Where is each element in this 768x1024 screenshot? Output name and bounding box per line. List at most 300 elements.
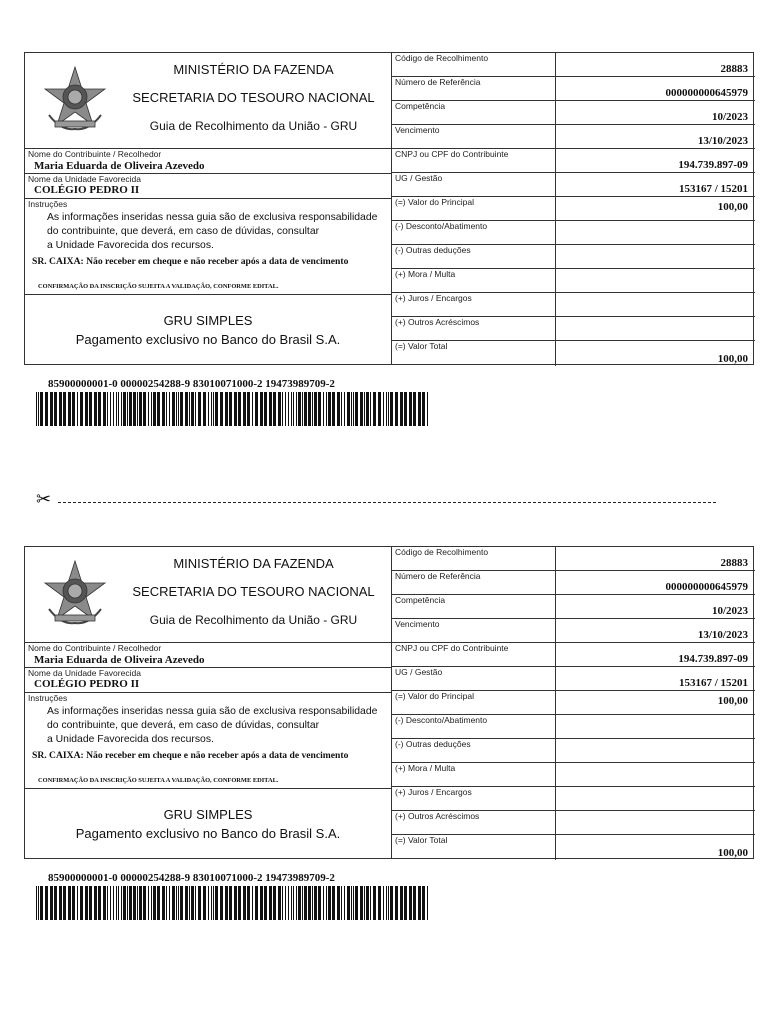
gru-simples-subtitle: Pagamento exclusivo no Banco do Brasil S.A. xyxy=(75,826,341,841)
barcode-bar xyxy=(355,392,358,426)
field-row xyxy=(392,667,755,691)
instructions-label: Instruções xyxy=(28,693,68,703)
cashier-notice: SR. CAIXA: Não receber em cheque e não receber após a data de vencimento xyxy=(32,750,349,761)
barcode-bar xyxy=(364,392,365,426)
cut-line xyxy=(36,489,716,512)
barcode-bar xyxy=(404,886,407,920)
barcode-bar xyxy=(264,886,267,920)
brazil-coat-of-arms-icon xyxy=(41,559,109,627)
barcode-bar xyxy=(59,886,62,920)
barcode-bar xyxy=(390,392,393,426)
barcode-bar xyxy=(211,886,212,920)
field-row xyxy=(392,173,755,197)
barcode-bar xyxy=(252,392,253,426)
barcode-bar xyxy=(418,392,421,426)
barcode-bar xyxy=(180,392,183,426)
barcode-bar xyxy=(238,392,241,426)
barcode-bar xyxy=(133,392,136,426)
barcode-bar xyxy=(153,392,156,426)
field-row xyxy=(392,101,755,125)
field-value: 153167 / 15201 xyxy=(678,183,748,195)
barcode-bar xyxy=(166,392,167,426)
field-label: CNPJ ou CPF do Contribuinte xyxy=(392,149,556,172)
barcode-bar xyxy=(211,392,212,426)
barcode-bar xyxy=(213,392,214,426)
barcode-bar xyxy=(326,392,327,426)
field-label: (=) Valor do Principal xyxy=(392,691,556,714)
field-row xyxy=(392,619,755,643)
barcode-bar xyxy=(243,886,246,920)
barcode-bar xyxy=(337,392,340,426)
unit-field xyxy=(25,668,391,693)
barcode-bar xyxy=(185,392,188,426)
gru-simples-title: GRU SIMPLES xyxy=(163,313,253,328)
barcode-bar xyxy=(383,392,384,426)
barcode-bar xyxy=(312,886,313,920)
field-row xyxy=(392,149,755,173)
barcode-bar xyxy=(94,886,97,920)
barcode-bar xyxy=(378,886,381,920)
field-label: Vencimento xyxy=(392,619,556,642)
ministry-title: MINISTÉRIO DA FAZENDA xyxy=(173,62,334,77)
barcode-bar xyxy=(273,886,276,920)
barcode-bar xyxy=(291,392,292,426)
barcode-bar xyxy=(293,886,294,920)
barcode-bar xyxy=(169,392,170,426)
barcode-bar xyxy=(208,392,209,426)
barcode-bar xyxy=(178,392,179,426)
secretariat-title: SECRETARIA DO TESOURO NACIONAL xyxy=(132,90,375,105)
field-row xyxy=(392,269,755,293)
barcode-bar xyxy=(107,886,108,920)
barcode-bar xyxy=(176,886,177,920)
barcode-bar xyxy=(234,886,237,920)
barcode-bar xyxy=(137,886,138,920)
barcode-bar xyxy=(80,886,83,920)
barcode-bar xyxy=(123,886,126,920)
payer-label: Nome do Contribuinte / Recolhedor xyxy=(28,643,162,653)
barcode-bar xyxy=(255,886,258,920)
barcode-bar xyxy=(312,392,313,426)
barcode-bar xyxy=(293,392,294,426)
field-value: 194.739.897-09 xyxy=(678,653,748,665)
field-label: Competência xyxy=(392,101,556,124)
barcode-bar xyxy=(110,886,111,920)
field-row xyxy=(392,787,755,811)
barcode-bar xyxy=(404,392,407,426)
barcode-bar xyxy=(137,392,138,426)
field-value: 194.739.897-09 xyxy=(678,159,748,171)
barcode-bar xyxy=(50,886,53,920)
barcode-bar xyxy=(36,392,37,426)
payer-field xyxy=(25,643,391,668)
barcode-bar xyxy=(143,392,146,426)
barcode-bar xyxy=(282,392,283,426)
barcode-bar xyxy=(85,392,88,426)
gru-form-bottom xyxy=(24,546,754,859)
instructions-line-1: As informações inseridas nessa guia são de exclusiva responsabilidade xyxy=(47,212,378,223)
barcode-bar xyxy=(229,886,232,920)
field-row xyxy=(392,317,755,341)
field-row xyxy=(392,53,755,77)
field-row xyxy=(392,125,755,149)
field-value: 100,00 xyxy=(717,201,748,213)
field-label: CNPJ ou CPF do Contribuinte xyxy=(392,643,556,666)
instructions-line-2: do contribuinte, que deverá, em caso de dúvidas, consultar xyxy=(47,226,320,237)
barcode-bar xyxy=(288,886,289,920)
barcode xyxy=(34,392,432,426)
barcode-bar xyxy=(323,392,324,426)
field-value: 10/2023 xyxy=(711,111,748,123)
field-row xyxy=(392,739,755,763)
ministry-title: MINISTÉRIO DA FAZENDA xyxy=(173,556,334,571)
payer-label: Nome do Contribuinte / Recolhedor xyxy=(28,149,162,159)
barcode-bar xyxy=(54,886,57,920)
barcode-bar xyxy=(72,392,75,426)
secretariat-title: SECRETARIA DO TESOURO NACIONAL xyxy=(132,584,375,599)
barcode-bar xyxy=(427,392,428,426)
gru-left-panel xyxy=(25,547,392,858)
barcode-bar xyxy=(191,392,194,426)
barcode-bar xyxy=(162,886,165,920)
barcode-bar xyxy=(45,886,48,920)
gru-right-panel xyxy=(392,53,755,364)
field-label: (=) Valor do Principal xyxy=(392,197,556,220)
barcode-bar xyxy=(366,392,369,426)
barcode-bar xyxy=(185,886,188,920)
barcode-bar xyxy=(103,392,106,426)
field-value: 10/2023 xyxy=(711,605,748,617)
field-label: (+) Juros / Encargos xyxy=(392,787,556,810)
unit-value: COLÉGIO PEDRO II xyxy=(34,184,140,196)
field-label: (-) Outras deduções xyxy=(392,245,556,268)
field-row xyxy=(392,341,755,366)
barcode-bar xyxy=(409,886,412,920)
confirmation-notice: CONFIRMAÇÃO DA INSCRIÇÃO SUJEITA A VALIDAÇÃO, CONFORME EDITAL. xyxy=(38,283,279,290)
barcode-bar xyxy=(304,392,307,426)
barcode-bar xyxy=(395,392,398,426)
field-row xyxy=(392,691,755,715)
barcode-bar xyxy=(298,886,301,920)
barcode-bar xyxy=(208,886,209,920)
field-row xyxy=(392,763,755,787)
instructions-block xyxy=(25,199,391,295)
barcode-bar xyxy=(129,886,132,920)
barcode-bar xyxy=(203,392,206,426)
barcode-bar xyxy=(370,392,371,426)
barcode-bar xyxy=(422,392,425,426)
barcode-bar xyxy=(255,392,258,426)
field-label: Vencimento xyxy=(392,125,556,148)
barcode-bar xyxy=(89,392,92,426)
barcode-bar xyxy=(129,392,132,426)
gru-form-top xyxy=(24,52,754,365)
field-row xyxy=(392,245,755,269)
gru-simples-block xyxy=(25,789,391,860)
barcode-bar xyxy=(77,886,78,920)
payer-field xyxy=(25,149,391,174)
gru-left-panel xyxy=(25,53,392,364)
field-label: Código de Recolhimento xyxy=(392,547,556,570)
barcode-bar xyxy=(127,392,128,426)
barcode-bar xyxy=(247,392,250,426)
field-label: (-) Desconto/Abatimento xyxy=(392,221,556,244)
barcode-bar xyxy=(422,886,425,920)
barcode-bar xyxy=(395,886,398,920)
barcode-bar xyxy=(123,392,126,426)
field-label: (+) Outros Acréscimos xyxy=(392,811,556,834)
barcode-bar xyxy=(378,392,381,426)
barcode-bar xyxy=(364,886,365,920)
barcode-bar xyxy=(234,392,237,426)
field-label: Código de Recolhimento xyxy=(392,53,556,76)
barcode-bar xyxy=(260,392,263,426)
gru-simples-title: GRU SIMPLES xyxy=(163,807,253,822)
field-value: 100,00 xyxy=(717,847,748,859)
barcode-bar xyxy=(296,392,297,426)
barcode-bar xyxy=(388,886,389,920)
barcode-bar xyxy=(195,886,196,920)
barcode-bar xyxy=(427,886,428,920)
barcode-bar xyxy=(151,886,152,920)
guide-title: Guia de Recolhimento da União - GRU xyxy=(149,613,358,627)
barcode-bar xyxy=(418,886,421,920)
field-row xyxy=(392,293,755,317)
barcode-bar xyxy=(157,392,160,426)
barcode-bar xyxy=(189,392,190,426)
barcode-bar xyxy=(308,886,311,920)
barcode-bar xyxy=(215,392,218,426)
barcode-bar xyxy=(116,886,117,920)
barcode-bar xyxy=(68,392,71,426)
barcode-bar xyxy=(360,886,363,920)
field-label: Competência xyxy=(392,595,556,618)
barcode-bar xyxy=(247,886,250,920)
barcode-bar xyxy=(139,392,142,426)
barcode-bar xyxy=(40,392,43,426)
barcode-bar xyxy=(107,392,108,426)
barcode-bar xyxy=(332,392,335,426)
barcode-bar xyxy=(98,886,101,920)
field-value: 100,00 xyxy=(717,353,748,365)
gru-simples-block xyxy=(25,295,391,366)
barcode-digit-line: 85900000001-0 00000254288-9 83010071000-2 19473989709-2 xyxy=(48,378,335,390)
barcode-bar xyxy=(148,886,149,920)
gru-simples-subtitle: Pagamento exclusivo no Banco do Brasil S.A. xyxy=(75,332,341,347)
field-row xyxy=(392,221,755,245)
field-value: 000000000645979 xyxy=(665,581,748,593)
barcode-bar xyxy=(121,392,122,426)
barcode-bar xyxy=(220,886,223,920)
barcode-bar xyxy=(285,392,286,426)
barcode-bar xyxy=(314,392,317,426)
instructions-line-1: As informações inseridas nessa guia são de exclusiva responsabilidade xyxy=(47,706,378,717)
barcode-bar xyxy=(157,886,160,920)
barcode-bar xyxy=(238,886,241,920)
field-label: (=) Valor Total xyxy=(392,835,556,860)
barcode-bar xyxy=(220,392,223,426)
field-label: (+) Juros / Encargos xyxy=(392,293,556,316)
barcode-bar xyxy=(278,392,281,426)
barcode-bar xyxy=(80,392,83,426)
field-value: 13/10/2023 xyxy=(697,135,748,147)
barcode-bar xyxy=(360,392,363,426)
barcode-bar xyxy=(148,392,149,426)
field-label: Número de Referência xyxy=(392,77,556,100)
dashed-divider xyxy=(58,502,716,503)
field-label: (-) Desconto/Abatimento xyxy=(392,715,556,738)
barcode-bar xyxy=(400,886,403,920)
field-row xyxy=(392,643,755,667)
barcode-bar xyxy=(302,886,303,920)
barcode-bar xyxy=(203,886,206,920)
barcode-bar xyxy=(127,886,128,920)
barcode-bar xyxy=(298,392,301,426)
instructions-block xyxy=(25,693,391,789)
barcode-bar xyxy=(50,392,53,426)
gru-header xyxy=(25,53,391,149)
barcode-bar xyxy=(351,886,352,920)
field-label: Número de Referência xyxy=(392,571,556,594)
gru-header xyxy=(25,547,391,643)
field-row xyxy=(392,715,755,739)
barcode-bar xyxy=(63,886,66,920)
barcode-bar xyxy=(40,886,43,920)
barcode-bar xyxy=(153,886,156,920)
unit-label: Nome da Unidade Favorecida xyxy=(28,668,141,678)
barcode-bar xyxy=(314,886,317,920)
barcode-bar xyxy=(409,392,412,426)
barcode-bar xyxy=(36,886,37,920)
barcode-bar xyxy=(85,886,88,920)
barcode-bar xyxy=(113,886,114,920)
barcode-bar xyxy=(176,392,177,426)
field-label: (-) Outras deduções xyxy=(392,739,556,762)
barcode-bar xyxy=(269,392,272,426)
barcode-bar xyxy=(118,392,119,426)
field-row xyxy=(392,595,755,619)
barcode-bar xyxy=(215,886,218,920)
barcode-bar xyxy=(386,886,387,920)
barcode-bar xyxy=(388,392,389,426)
barcode-bar xyxy=(291,886,292,920)
barcode-bar xyxy=(288,392,289,426)
barcode-bar xyxy=(116,392,117,426)
barcode-bar xyxy=(180,886,183,920)
barcode-bar xyxy=(413,392,416,426)
barcode-bar xyxy=(252,886,253,920)
payer-value: Maria Eduarda de Oliveira Azevedo xyxy=(34,654,205,666)
barcode-bar xyxy=(373,392,376,426)
field-value: 000000000645979 xyxy=(665,87,748,99)
barcode-bar xyxy=(38,886,39,920)
barcode-bar xyxy=(133,886,136,920)
barcode-bar xyxy=(353,886,354,920)
barcode-bar xyxy=(344,886,345,920)
barcode-bar xyxy=(304,886,307,920)
barcode-bar xyxy=(282,886,283,920)
field-label: (=) Valor Total xyxy=(392,341,556,366)
field-row xyxy=(392,547,755,571)
barcode-bar xyxy=(273,392,276,426)
field-row xyxy=(392,197,755,221)
barcode-bar xyxy=(103,886,106,920)
field-value: 153167 / 15201 xyxy=(678,677,748,689)
barcode-bar xyxy=(386,392,387,426)
barcode-bar xyxy=(213,886,214,920)
instructions-label: Instruções xyxy=(28,199,68,209)
barcode-bar xyxy=(370,886,371,920)
barcode-bar xyxy=(189,886,190,920)
barcode-bar xyxy=(323,886,324,920)
barcode-bar xyxy=(98,392,101,426)
barcode-bar xyxy=(264,392,267,426)
barcode-bar xyxy=(285,886,286,920)
field-label: UG / Gestão xyxy=(392,667,556,690)
barcode-bar xyxy=(355,886,358,920)
instructions-line-2: do contribuinte, que deverá, em caso de dúvidas, consultar xyxy=(47,720,320,731)
barcode-bar xyxy=(198,392,201,426)
barcode-bar xyxy=(318,392,321,426)
barcode-bar xyxy=(229,392,232,426)
barcode-bar xyxy=(77,392,78,426)
gru-right-panel xyxy=(392,547,755,858)
barcode-bar xyxy=(45,392,48,426)
unit-field xyxy=(25,174,391,199)
guide-title: Guia de Recolhimento da União - GRU xyxy=(149,119,358,133)
barcode xyxy=(34,886,432,920)
barcode-bar xyxy=(337,886,340,920)
unit-value: COLÉGIO PEDRO II xyxy=(34,678,140,690)
barcode-bar xyxy=(72,886,75,920)
unit-label: Nome da Unidade Favorecida xyxy=(28,174,141,184)
field-row xyxy=(392,571,755,595)
barcode-digit-line: 85900000001-0 00000254288-9 83010071000-2 19473989709-2 xyxy=(48,872,335,884)
barcode-bar xyxy=(351,392,352,426)
barcode-bar xyxy=(326,886,327,920)
barcode-bar xyxy=(59,392,62,426)
barcode-bar xyxy=(383,886,384,920)
barcode-bar xyxy=(308,392,311,426)
barcode-bar xyxy=(169,886,170,920)
barcode-bar xyxy=(113,392,114,426)
field-label: (+) Mora / Multa xyxy=(392,763,556,786)
field-value: 100,00 xyxy=(717,695,748,707)
barcode-bar xyxy=(278,886,281,920)
field-label: (+) Outros Acréscimos xyxy=(392,317,556,340)
barcode-bar xyxy=(94,392,97,426)
barcode-bar xyxy=(139,886,142,920)
field-label: UG / Gestão xyxy=(392,173,556,196)
instructions-line-3: a Unidade Favorecida dos recursos. xyxy=(47,240,214,251)
barcode-bar xyxy=(373,886,376,920)
barcode-bar xyxy=(172,392,175,426)
barcode-bar xyxy=(166,886,167,920)
barcode-bar xyxy=(143,886,146,920)
barcode-bar xyxy=(260,886,263,920)
confirmation-notice: CONFIRMAÇÃO DA INSCRIÇÃO SUJEITA A VALIDAÇÃO, CONFORME EDITAL. xyxy=(38,777,279,784)
barcode-bar xyxy=(110,392,111,426)
barcode-bar xyxy=(195,392,196,426)
payer-value: Maria Eduarda de Oliveira Azevedo xyxy=(34,160,205,172)
barcode-bar xyxy=(413,886,416,920)
field-row xyxy=(392,77,755,101)
barcode-bar xyxy=(162,392,165,426)
instructions-line-3: a Unidade Favorecida dos recursos. xyxy=(47,734,214,745)
cashier-notice: SR. CAIXA: Não receber em cheque e não receber após a data de vencimento xyxy=(32,256,349,267)
barcode-bar xyxy=(390,886,393,920)
barcode-bar xyxy=(328,886,331,920)
